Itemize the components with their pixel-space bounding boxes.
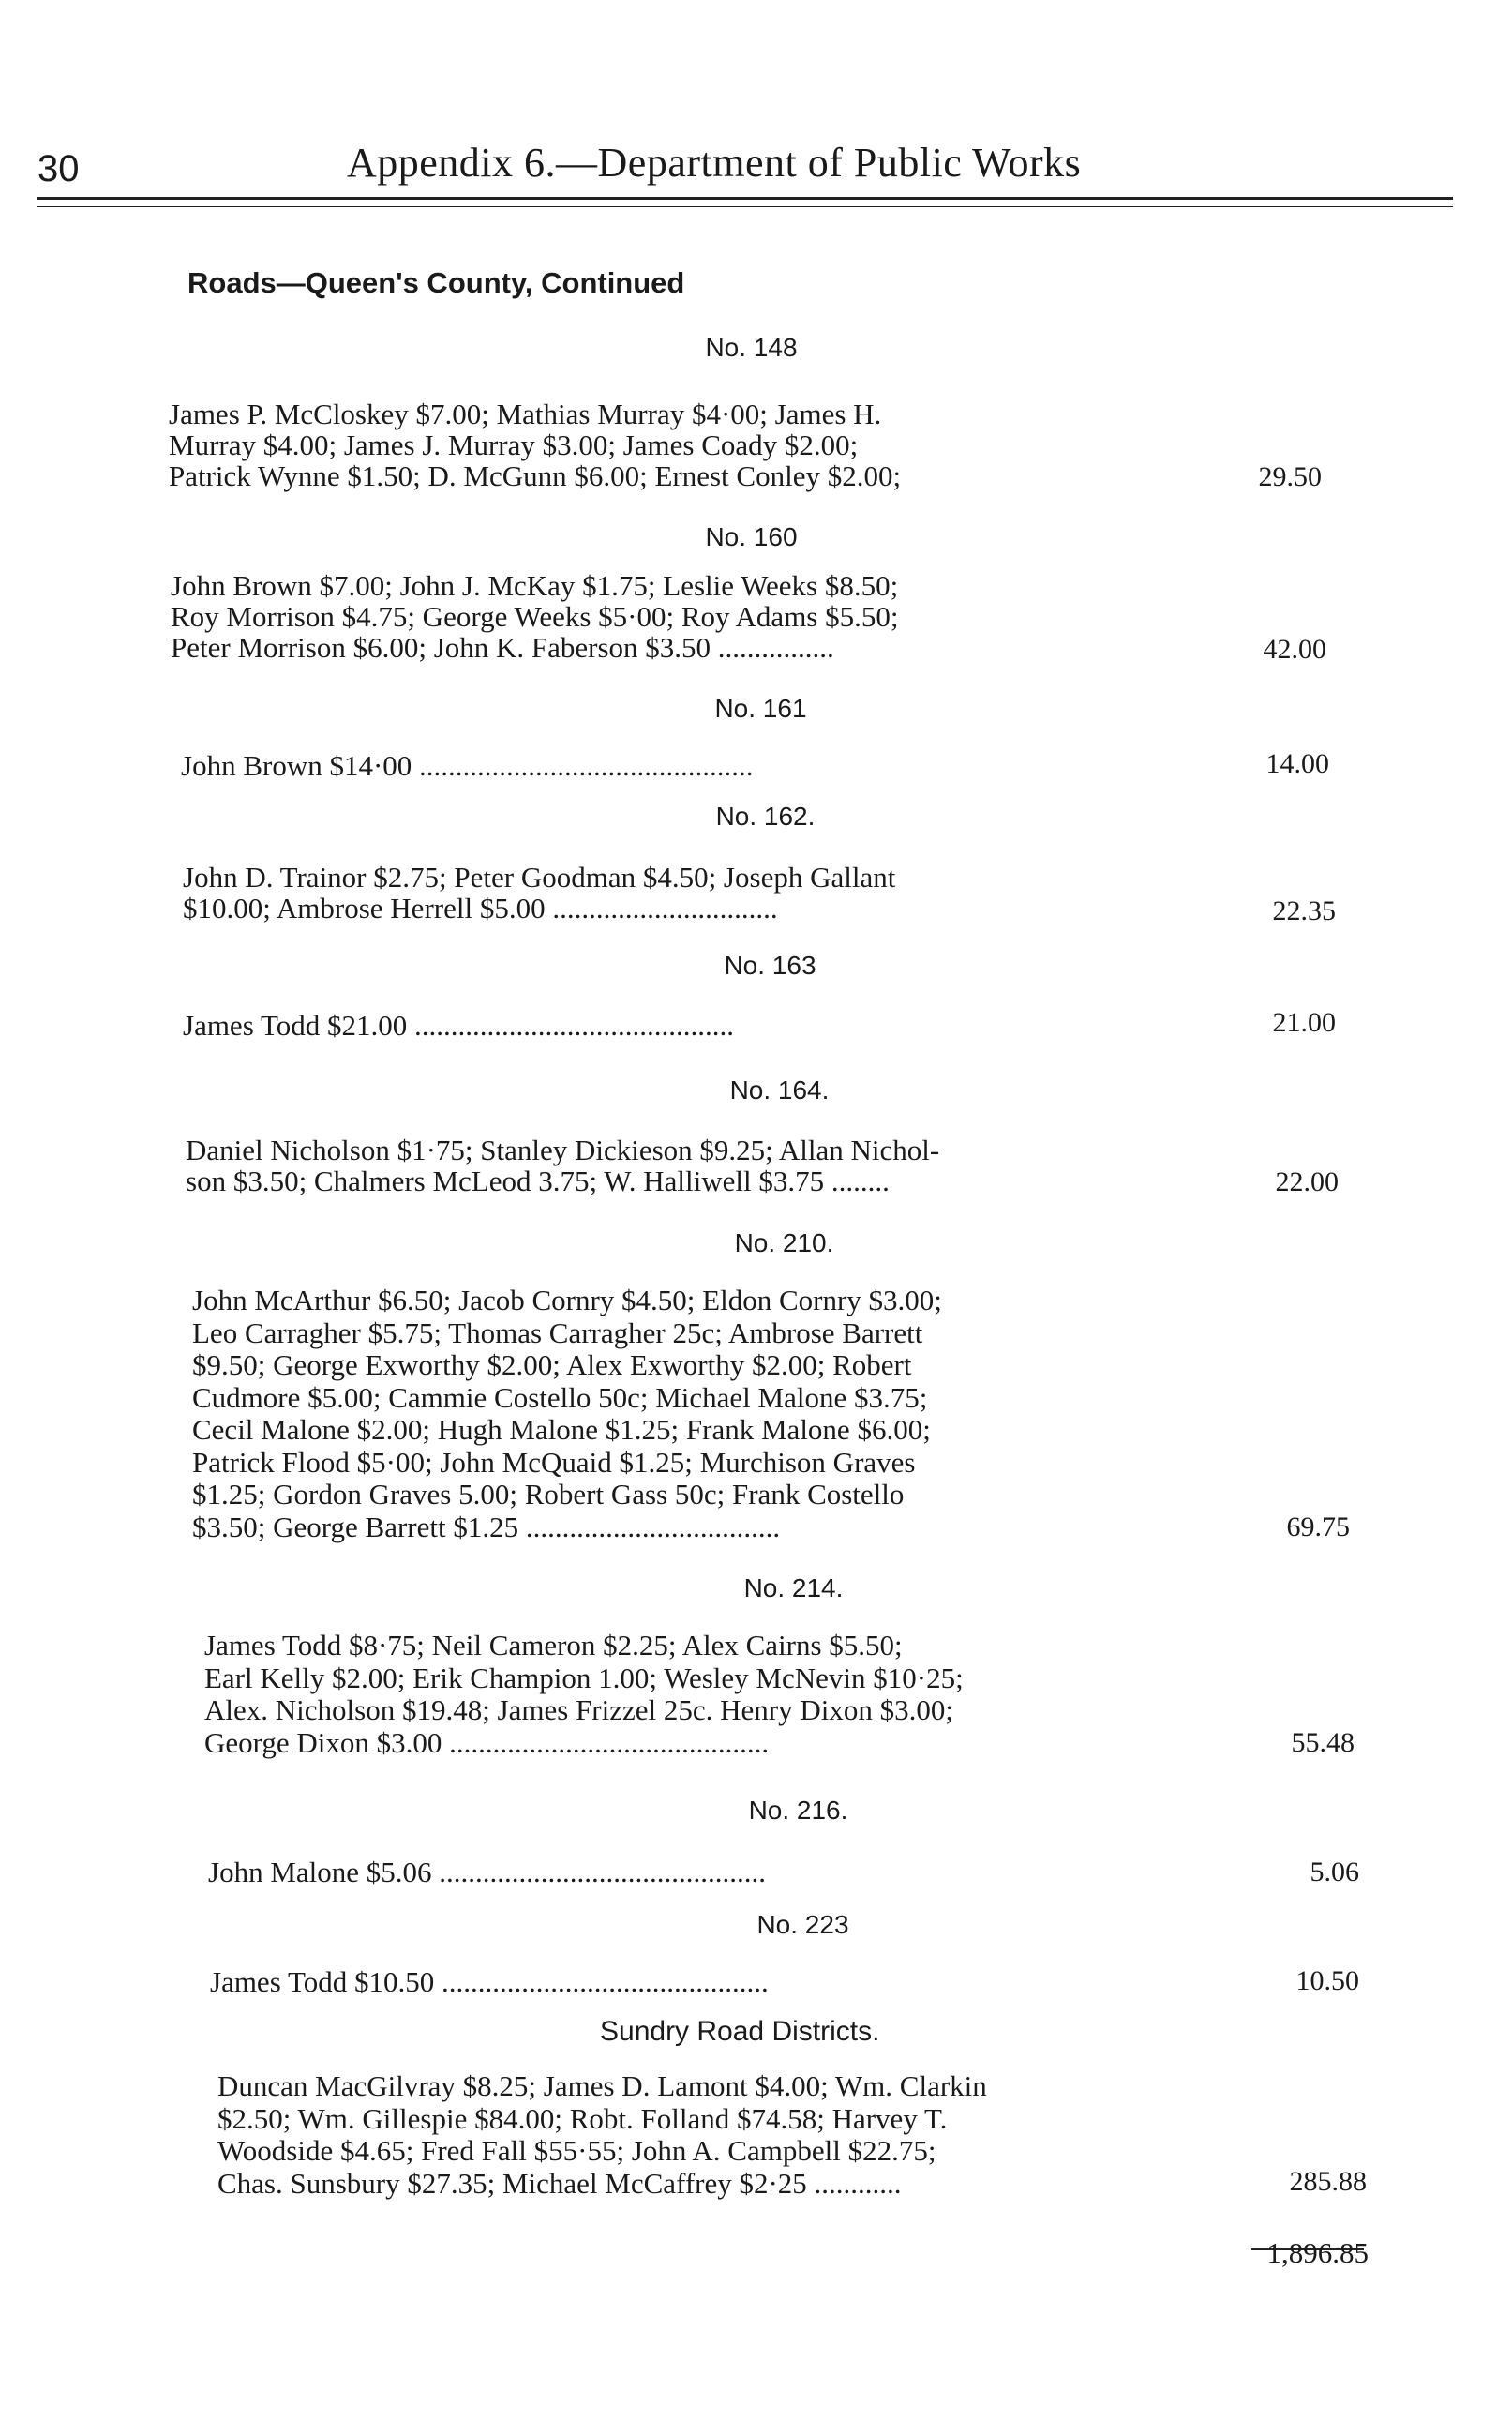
entry-amount: 42.00 bbox=[1263, 634, 1326, 665]
entry-line: Cecil Malone $2.00; Hugh Malone $1.25; Frank Malone $6.00; bbox=[192, 1413, 931, 1446]
entry-line: Patrick Flood $5·00; John McQuaid $1.25; Murchison Graves bbox=[192, 1445, 916, 1479]
section-title: Roads—Queen's County, Continued bbox=[187, 266, 685, 299]
entry-line: Daniel Nicholson $1·75; Stanley Dickieson $9.25; Allan Nichol- bbox=[186, 1134, 940, 1166]
entry-heading: No. 214. bbox=[743, 1573, 844, 1602]
entry-line: John Brown $14·00 .............................................. bbox=[181, 749, 754, 782]
entry-line: Leo Carragher $5.75; Thomas Carragher 25c; Ambrose Barrett bbox=[192, 1316, 923, 1349]
entry-line: Cudmore $5.00; Cammie Costello 50c; Michael Malone $3.75; bbox=[192, 1380, 928, 1414]
entry-body bbox=[169, 398, 1181, 491]
entry-line: $9.50; George Exworthy $2.00; Alex Exworthy $2.00; Robert bbox=[192, 1348, 912, 1381]
entry-heading: No. 216. bbox=[748, 1796, 848, 1825]
entry-amount: 14.00 bbox=[1265, 748, 1329, 779]
entry-amount: 21.00 bbox=[1272, 1007, 1336, 1038]
entry-line: $10.00; Ambrose Herrell $5.00 ............................... bbox=[183, 892, 778, 925]
entry-body bbox=[204, 1630, 1217, 1759]
entry-body bbox=[192, 1285, 1205, 1543]
entry-line: Chas. Sunsbury $27.35; Michael McCaffrey $2·25 ............ bbox=[217, 2166, 902, 2200]
entry-line: Alex. Nicholson $19.48; James Frizzel 25c. Henry Dixon $3.00; bbox=[204, 1693, 953, 1726]
entry-heading: No. 163 bbox=[724, 951, 816, 980]
entry-heading: No. 160 bbox=[705, 522, 798, 551]
entry-body bbox=[217, 2070, 1230, 2200]
entry-line: James P. McCloskey $7.00; Mathias Murray $4·00; James H. bbox=[169, 398, 882, 430]
entry-line: Murray $4.00; James J. Murray $3.00; James Coady $2.00; bbox=[169, 429, 859, 461]
entry-heading: No. 162. bbox=[715, 802, 816, 831]
entry-line: Earl Kelly $2.00; Erik Champion 1.00; Wesley McNevin $10·25; bbox=[204, 1661, 964, 1694]
entry-amount: 285.88 bbox=[1289, 2166, 1367, 2197]
entry-heading: No. 148 bbox=[705, 333, 798, 362]
entry-line: James Todd $8·75; Neil Cameron $2.25; Alex Cairns $5.50; bbox=[204, 1629, 903, 1662]
entry-line: John Malone $5.06 ............................................. bbox=[208, 1856, 767, 1888]
entry-amount: 69.75 bbox=[1286, 1511, 1350, 1542]
entry-line: Duncan MacGilvray $8.25; James D. Lamont $4.00; Wm. Clarkin bbox=[217, 2069, 987, 2102]
page-number: 30 bbox=[37, 148, 80, 189]
entry-line: James Todd $21.00 ............................................ bbox=[183, 1009, 734, 1042]
entry-line: son $3.50; Chalmers McLeod 3.75; W. Halliwell $3.75 ........ bbox=[186, 1165, 890, 1197]
entry-line: Roy Morrison $4.75; George Weeks $5·00; Roy Adams $5.50; bbox=[171, 600, 899, 633]
sundry-heading: Sundry Road Districts. bbox=[600, 2016, 880, 2047]
entry-body bbox=[183, 862, 1195, 924]
entry-amount: 22.00 bbox=[1275, 1166, 1339, 1197]
entry-body bbox=[181, 750, 1193, 781]
entry-body bbox=[208, 1857, 1220, 1887]
page-header bbox=[37, 139, 1453, 195]
entry-line: John McArthur $6.50; Jacob Cornry $4.50; Eldon Cornry $3.00; bbox=[192, 1284, 942, 1316]
entry-line: John Brown $7.00; John J. McKay $1.75; Leslie Weeks $8.50; bbox=[171, 569, 899, 602]
entry-line: Peter Morrison $6.00; John K. Faberson $3.50 ................ bbox=[171, 631, 834, 664]
entry-line: $1.25; Gordon Graves 5.00; Robert Gass 50c; Frank Costello bbox=[192, 1478, 905, 1511]
entry-body bbox=[210, 1966, 1222, 1997]
entry-amount: 29.50 bbox=[1258, 461, 1322, 492]
entry-line: Patrick Wynne $1.50; D. McGunn $6.00; Ernest Conley $2.00; bbox=[169, 459, 902, 492]
entry-body bbox=[186, 1135, 1198, 1196]
entry-amount: 5.06 bbox=[1310, 1857, 1359, 1887]
entry-amount: 55.48 bbox=[1291, 1727, 1355, 1758]
running-head: Appendix 6.—Department of Public Works bbox=[347, 140, 1082, 186]
entry-line: George Dixon $3.00 ............................................ bbox=[204, 1725, 770, 1759]
entry-line: Woodside $4.65; Fred Fall $55·55; John A. Campbell $22.75; bbox=[217, 2134, 936, 2167]
entry-line: $3.50; George Barrett $1.25 ................................... bbox=[192, 1510, 781, 1543]
entry-body bbox=[183, 1010, 1195, 1041]
header-rule-thin bbox=[37, 206, 1453, 207]
entry-amount: 22.35 bbox=[1272, 895, 1336, 926]
entry-amount: 10.50 bbox=[1295, 1965, 1359, 1996]
entry-heading: No. 164. bbox=[729, 1075, 830, 1105]
entry-line: James Todd $10.50 ............................................. bbox=[210, 1965, 769, 1998]
entry-line: $2.50; Wm. Gillespie $84.00; Robt. Folland $74.58; Harvey T. bbox=[217, 2101, 948, 2135]
grand-total: 1,896.85 bbox=[1266, 2236, 1369, 2269]
entry-body bbox=[171, 570, 1183, 663]
header-rule-thick bbox=[37, 197, 1453, 200]
entry-heading: No. 210. bbox=[734, 1228, 834, 1257]
entry-line: John D. Trainor $2.75; Peter Goodman $4.50; Joseph Gallant bbox=[183, 861, 896, 894]
entry-heading: No. 161 bbox=[714, 694, 807, 723]
entry-heading: No. 223 bbox=[756, 1910, 849, 1939]
